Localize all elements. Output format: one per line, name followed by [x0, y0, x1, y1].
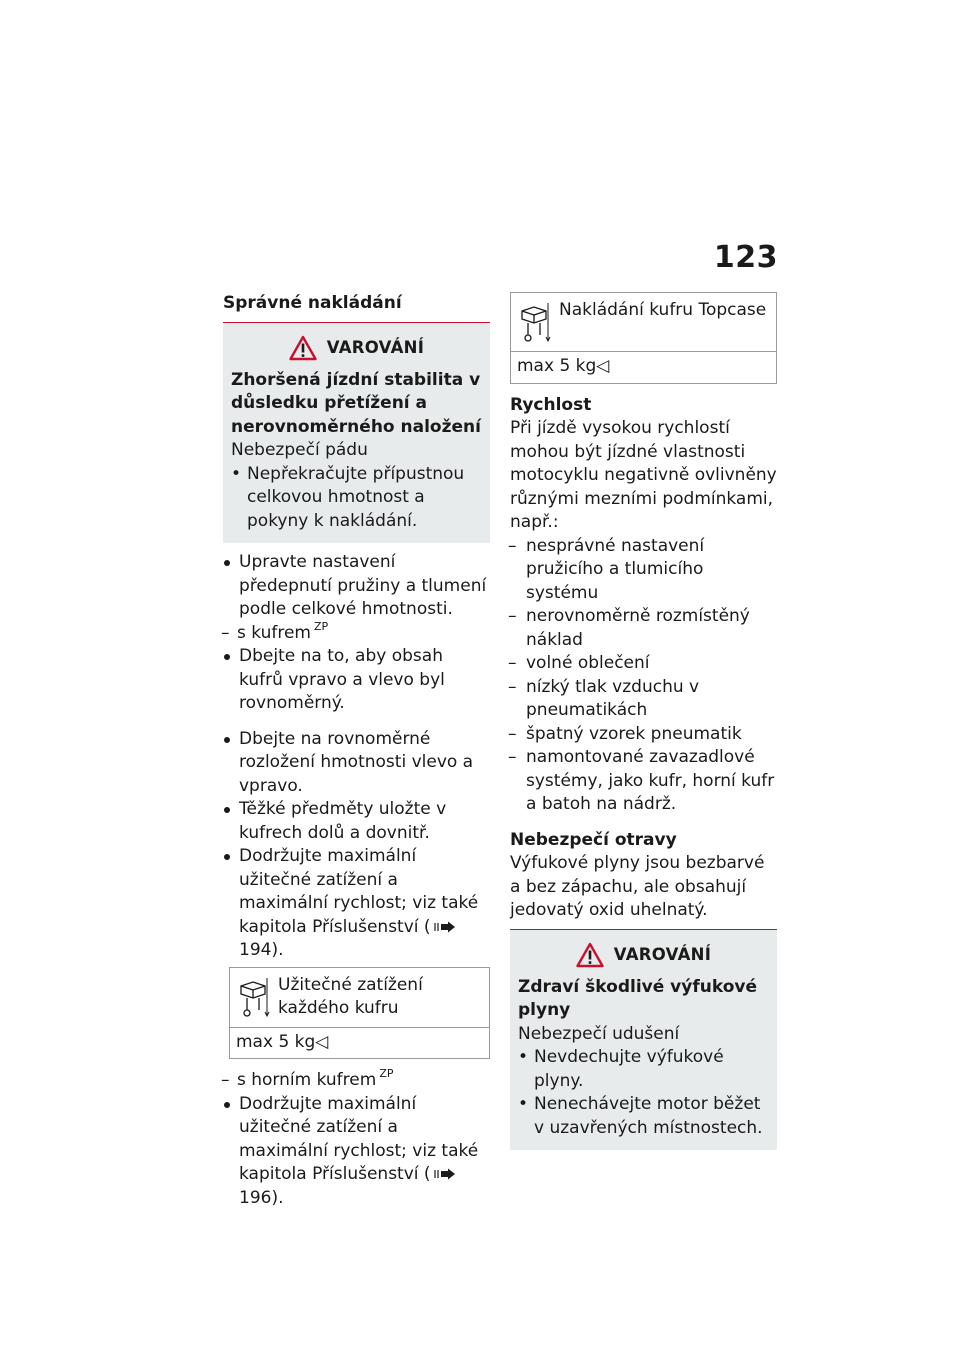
spec-table-title: Užitečné zatížení každého kufru: [278, 974, 423, 1018]
warning-triangle-icon: [576, 942, 604, 968]
luggage-weight-icon: [236, 974, 270, 1020]
warning-danger: Nebezpečí udušení: [518, 1023, 680, 1044]
list-item: Dbejte na rovnoměrné rozložení hmotnosti vlevo a vpravo.: [223, 728, 490, 799]
warning-triangle-icon: [289, 335, 317, 361]
warning-heading: Zdraví škodlivé výfukové plyny: [518, 976, 757, 1020]
left-column: [223, 292, 490, 1210]
right-column: [510, 292, 777, 1150]
spacer: [223, 716, 490, 728]
instruction-list: [223, 1069, 490, 1210]
speed-heading: Rychlost: [510, 394, 592, 415]
luggage-weight-icon: [517, 299, 551, 345]
speed-conditions-list: [510, 535, 777, 817]
warning-list: [231, 463, 482, 534]
warning-title: VAROVÁNÍ: [613, 944, 712, 964]
condition-item: – špatný vzorek pneumatik: [510, 723, 777, 747]
condition-item: – nerovnoměrně rozmístěný náklad: [510, 605, 777, 652]
spec-table-header: [511, 293, 776, 352]
warning-title: VAROVÁNÍ: [326, 337, 425, 357]
list-item-text: Dodržujte maximální užitečné zatížení a maximální rychlost; viz také kapitola Příslušenství: [239, 1093, 479, 1184]
condition-text: s kufrem: [237, 622, 311, 643]
spec-table-case-load: [229, 967, 490, 1060]
warning-danger: Nebezpečí pádu: [231, 440, 368, 460]
accessory-superscript: ZP: [379, 1067, 394, 1080]
page-reference-arrow-icon: [434, 921, 456, 933]
page-number: 123: [713, 240, 778, 275]
list-item: Dodržujte maximální užitečné zatížení a maximální rychlost; viz také kapitola Příslušenství (194).: [223, 845, 490, 963]
spec-table-topcase-load: [510, 292, 777, 384]
instruction-list: [223, 728, 490, 963]
spec-table-value: max 5 kg◁: [236, 1031, 329, 1052]
condition-item: [223, 1069, 490, 1093]
speed-text: Při jízdě vysokou rychlostí mohou být jízdné vlastnosti motocyklu negativně ovlivněny různými mezními podmínkami, např.:: [510, 418, 777, 532]
condition-item: – nízký tlak vzduchu v pneumatikách: [510, 676, 777, 723]
warning-heading: Zhoršená jízdní stabilita v důsledku přetížení a nerovnoměrného naložení: [231, 369, 481, 437]
page-reference: 194).: [239, 940, 284, 960]
warning-header: [231, 335, 482, 361]
warning-box-exhaust: [510, 930, 777, 1151]
warning-header: [518, 942, 769, 968]
warning-item: • Nevdechujte výfukové plyny.: [518, 1046, 769, 1093]
spec-table-title: Nakládání kufru Topcase: [559, 300, 767, 320]
list-item: Upravte nastavení předepnutí pružiny a tlumení podle celkové hmotnosti.: [223, 551, 490, 622]
warning-item: • Nepřekračujte přípustnou celkovou hmotnost a pokyny k nakládání.: [231, 463, 482, 534]
accessory-superscript: ZP: [313, 619, 329, 633]
list-item: Dodržujte maximální užitečné zatížení a maximální rychlost; viz také kapitola Příslušenství (196).: [223, 1093, 490, 1211]
warning-list: [518, 1046, 769, 1140]
condition-item: [223, 619, 490, 646]
warning-item: • Nenechávejte motor běžet v uzavřených místnostech.: [518, 1093, 769, 1140]
page-reference: 196).: [239, 1187, 284, 1208]
section-title: Správné nakládání: [223, 293, 402, 313]
poison-heading: Nebezpečí otravy: [510, 829, 677, 850]
list-item: Těžké předměty uložte v kufrech dolů a dovnitř.: [223, 798, 490, 845]
spec-table-header: [230, 968, 489, 1028]
condition-text: s horním kufrem: [237, 1070, 377, 1090]
condition-item: – namontované zavazadlové systémy, jako kufr, horní kufr a batoh na nádrž.: [510, 746, 777, 817]
page-reference-arrow-icon: [434, 1168, 456, 1180]
poison-text: Výfukové plyny jsou bezbarvé a bez zápachu, ale obsahují jedovatý oxid uhelnatý.: [510, 853, 765, 920]
condition-item: – nesprávné nastavení pružicího a tlumicího systému: [510, 535, 777, 606]
condition-item: – volné oblečení: [510, 652, 777, 676]
list-item: Dbejte na to, aby obsah kufrů vpravo a vlevo byl rovnoměrný.: [223, 645, 490, 716]
list-item-text: Dodržujte maximální užitečné zatížení a maximální rychlost; viz také kapitola Příslušenství: [239, 846, 479, 937]
instruction-list: [223, 551, 490, 716]
spec-table-value: max 5 kg◁: [517, 356, 610, 376]
warning-box-stability: [223, 323, 490, 544]
